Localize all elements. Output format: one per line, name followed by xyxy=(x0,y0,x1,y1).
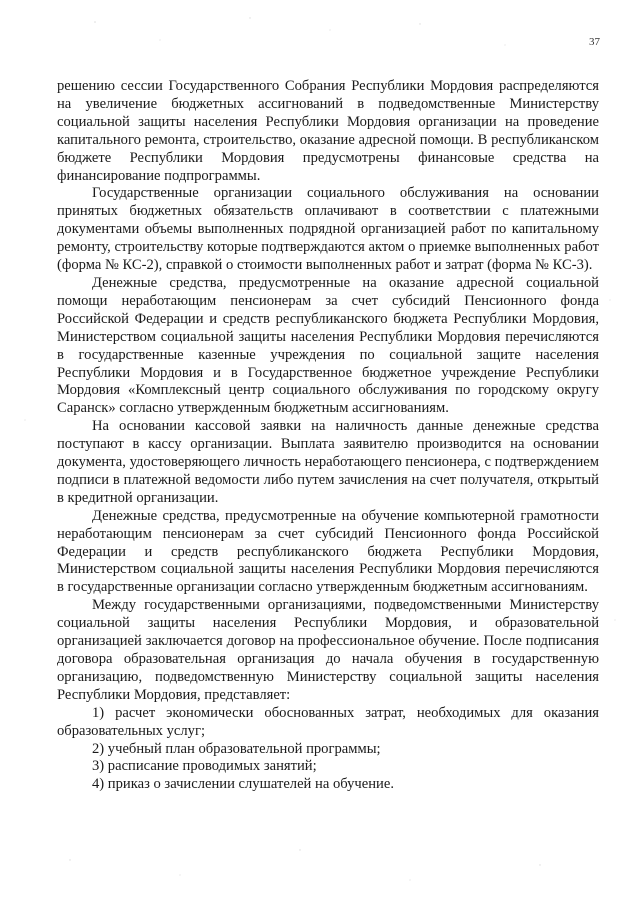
list-item: 4) приказ о зачислении слушателей на обучение. xyxy=(92,776,394,793)
document-body xyxy=(57,78,599,794)
paragraph: На основании кассовой заявки на наличность данные денежные средства поступают в кассу организации. Выплата заявителю производится на основании документа, удостоверяющего личность неработающего пенсионера, с подтверждением подписи в платежной ведомости либо путем зачисления на счет получателя, открытый в кредитной организации. xyxy=(57,418,599,506)
page-number: 37 xyxy=(589,36,600,48)
paragraph: Государственные организации социального обслуживания на основании принятых бюджетных обязательств оплачивают в соответствии с платежными документами объемы выполненных подрядной организацией работ по капитальному ремонту, строительству которые подтверждаются актом о приемке выполненных работ (форма № КС-2), справкой о стоимости выполненных работ и затрат (форма № КС-3). xyxy=(57,185,599,274)
paragraph: Денежные средства, предусмотренные на обучение компьютерной грамотности неработающим пенсионерам за счет субсидий Пенсионного фонда Российской Федерации и средств республиканского бюджета Республики Мордовия, Министерством социальной защиты населения Республики Мордовия перечисляются в государственные организации согласно утвержденным бюджетным ассигнованиям. xyxy=(57,507,599,596)
list-item: 1) расчет экономически обоснованных затрат, необходимых для оказания образовательных услуг; xyxy=(57,704,599,739)
list-item: 2) учебный план образовательной программы; xyxy=(92,740,381,757)
paragraph: решению сессии Государственного Собрания Республики Мордовия распределяются на увеличение бюджетных ассигнований в подведомственные Министерству социальной защиты населения Республики Мордовия организации на проведение капитального ремонта, строительство, оказание адресной помощи. В республиканском бюджете Республики Мордовия предусмотрены финансовые средства на финансирование подпрограммы. xyxy=(57,78,599,184)
paragraph: Между государственными организациями, подведомственными Министерству социальной защиты населения Республики Мордовия, и образовательной организацией заключается договор на профессиональное обучение. После подписания договора образовательная организация до начала обучения в государственную организацию, подведомственную Министерству социальной защиты населения Республики Мордовия, представляет: xyxy=(57,597,599,703)
paragraph: Денежные средства, предусмотренные на оказание адресной социальной помощи неработающим пенсионерам за счет субсидий Пенсионного фонда Российской Федерации и средств республиканского бюджета Республики Мордовия, Министерством социальной защиты населения Республики Мордовия перечисляются в государственные казенные учреждения по социальной защите населения Республики Мордовия и в Государственное бюджетное учреждение Республики Мордовия «Комплексный центр социального обслуживания по городскому округу Саранск» согласно утвержденным бюджетным ассигнованиям. xyxy=(57,274,599,417)
list-item: 3) расписание проводимых занятий; xyxy=(92,758,317,775)
